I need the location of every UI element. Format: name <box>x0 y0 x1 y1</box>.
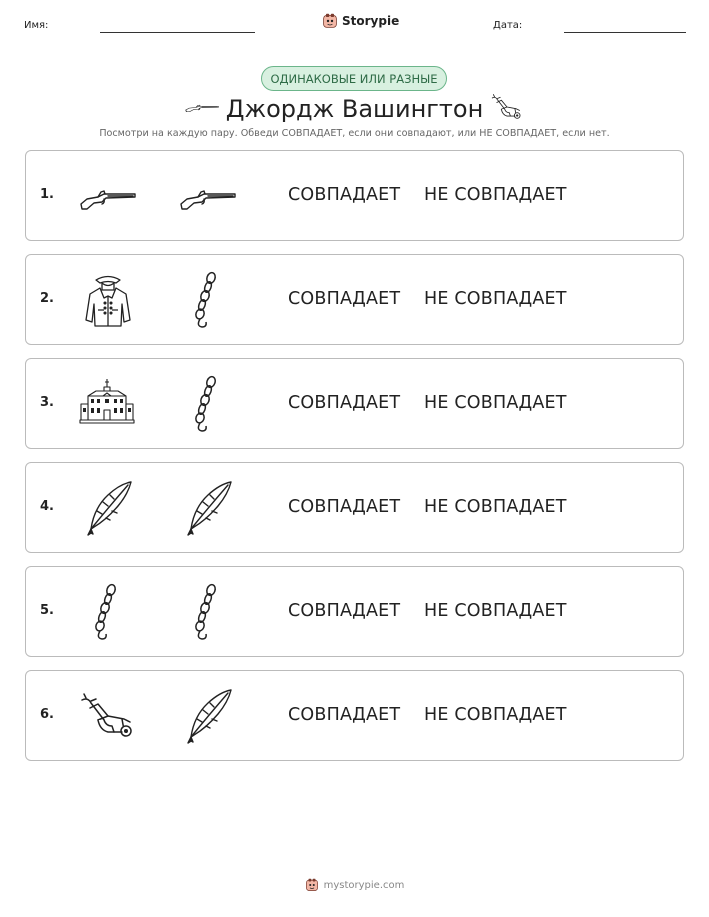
question-row-3 <box>25 358 684 449</box>
footer <box>0 878 709 892</box>
worksheet-title: Джордж Вашингтон <box>225 95 484 123</box>
storypie-mascot-icon <box>305 878 319 892</box>
quill-icon <box>178 478 238 538</box>
question-row-1 <box>25 150 684 241</box>
instructions: Посмотри на каждую пару. Обведи СОВПАДАЕТ, если они совпадают, или НЕ СОВПАДАЕТ, если нет. <box>99 128 610 139</box>
worksheet-type-badge: ОДИНАКОВЫЕ ИЛИ РАЗНЫЕ <box>261 66 447 91</box>
question-row-4 <box>25 462 684 553</box>
question-number: 4. <box>40 499 54 514</box>
question-number: 3. <box>40 395 54 410</box>
different-option[interactable]: НЕ СОВПАДАЕТ <box>424 185 567 205</box>
same-option[interactable]: СОВПАДАЕТ <box>288 601 401 621</box>
plow-icon <box>78 686 138 746</box>
question-number: 1. <box>40 187 54 202</box>
musket-icon <box>178 166 238 226</box>
name-label: Имя: <box>24 20 49 31</box>
colonial-coat-icon <box>78 270 138 330</box>
different-option[interactable]: НЕ СОВПАДАЕТ <box>424 393 567 413</box>
chain-icon <box>178 582 238 642</box>
question-number: 2. <box>40 291 54 306</box>
name-line <box>100 32 255 33</box>
date-label: Дата: <box>493 20 523 31</box>
same-option[interactable]: СОВПАДАЕТ <box>288 289 401 309</box>
same-option[interactable]: СОВПАДАЕТ <box>288 185 401 205</box>
different-option[interactable]: НЕ СОВПАДАЕТ <box>424 601 567 621</box>
question-number: 5. <box>40 603 54 618</box>
different-option[interactable]: НЕ СОВПАДАЕТ <box>424 497 567 517</box>
plow-icon <box>490 90 524 124</box>
same-option[interactable]: СОВПАДАЕТ <box>288 497 401 517</box>
storypie-mascot-icon <box>322 13 338 29</box>
different-option[interactable]: НЕ СОВПАДАЕТ <box>424 289 567 309</box>
date-line <box>564 32 686 33</box>
chain-icon <box>78 582 138 642</box>
same-option[interactable]: СОВПАДАЕТ <box>288 705 401 725</box>
question-row-6 <box>25 670 684 761</box>
question-number: 6. <box>40 707 54 722</box>
chain-icon <box>178 374 238 434</box>
mansion-icon <box>78 374 138 434</box>
musket-icon <box>78 166 138 226</box>
quill-icon <box>78 478 138 538</box>
different-option[interactable]: НЕ СОВПАДАЕТ <box>424 705 567 725</box>
question-row-5 <box>25 566 684 657</box>
same-option[interactable]: СОВПАДАЕТ <box>288 393 401 413</box>
quill-icon <box>178 686 238 746</box>
brand-name: Storypie <box>342 14 400 28</box>
chain-icon <box>178 270 238 330</box>
storypie-logo <box>322 13 399 29</box>
footer-site[interactable]: mystorypie.com <box>323 879 405 891</box>
question-row-2 <box>25 254 684 345</box>
